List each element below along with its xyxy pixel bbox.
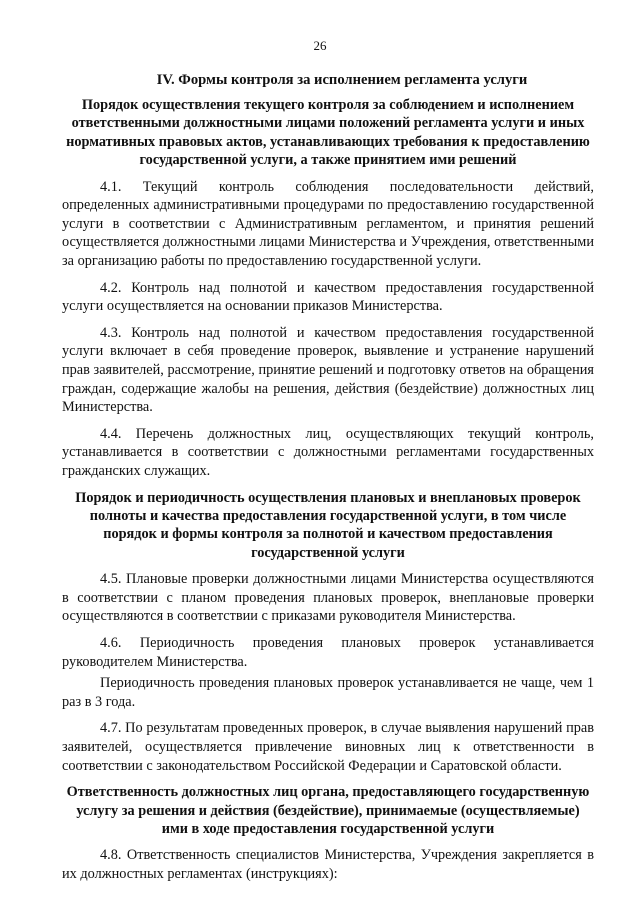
paragraph-4-6-periodicity: Периодичность проведения плановых проверок устанавливается не чаще, чем 1 раз в 3 года.	[62, 675, 594, 710]
paragraph-4-6: 4.6. Периодичность проведения плановых проверок устанавливается руководителем Министерства.	[62, 634, 594, 670]
paragraph-4-5: 4.5. Плановые проверки должностными лицами Министерства осуществляются в соответствии с планом проведения плановых проверок, внеплановые проверки осуществляются в соответствии с приказами руководителя Министерства.	[62, 571, 594, 625]
paragraph-4-3: 4.3. Контроль над полнотой и качеством предоставления государственной услуги включает в себя проведение проверок, выявление и устранение нарушений прав заявителей, рассмотрение, принятие решений и подготовку ответов на обращения граждан, содержащие жалобы на решения, действия (бездействие) должностных лиц Министерства.	[62, 324, 594, 416]
subsection-heading-inspections: Порядок и периодичность осуществления плановых и внеплановых проверок полноты и качества предоставления государственной услуги, в том числе порядок и формы контроля за полнотой и качеством предоставления государственной услуги	[75, 489, 581, 561]
paragraph-4-1: 4.1. Текущий контроль соблюдения последовательности действий, определенных административными процедурами по предоставлению государственной услуги в соответствии с Административным регламентом, и принятия решений осуществляется должностными лицами Министерства и Учреждения, ответственными за организацию работы по предоставлению государственной услуги.	[62, 178, 594, 269]
paragraph-4-7: 4.7. По результатам проведенных проверок, в случае выявления нарушений прав заявителей, осуществляется привлечение виновных лиц к ответственности в соответствии с законодательством Российской Федерации и Саратовской области.	[62, 720, 594, 774]
subsection-heading-current-control: Порядок осуществления текущего контроля за соблюдением и исполнением ответственными должностными лицами положений регламента услуги и иных нормативных правовых актов, устанавливающих требования к предоставлению государственной услуги, а также принятием ими решений	[66, 97, 590, 169]
subsection-heading-responsibility: Ответственность должностных лиц органа, предоставляющего государственную услугу за решения и действия (бездействие), принимаемые (осуществляемые) ими в ходе предоставления государственной услуги	[66, 784, 590, 837]
paragraph-4-4: 4.4. Перечень должностных лиц, осуществляющих текущий контроль, устанавливается в соответствии с должностными регламентами государственных гражданских служащих.	[62, 425, 594, 479]
page-content	[62, 71, 594, 884]
paragraph-4-8: 4.8. Ответственность специалистов Министерства, Учреждения закрепляется в их должностных регламентах (инструкциях):	[62, 847, 594, 882]
page-number: 26	[313, 38, 327, 53]
paragraph-4-2: 4.2. Контроль над полнотой и качеством предоставления государственной услуги осуществляется на основании приказов Министерства.	[62, 279, 594, 315]
section-title: IV. Формы контроля за исполнением регламента услуги	[156, 72, 528, 88]
